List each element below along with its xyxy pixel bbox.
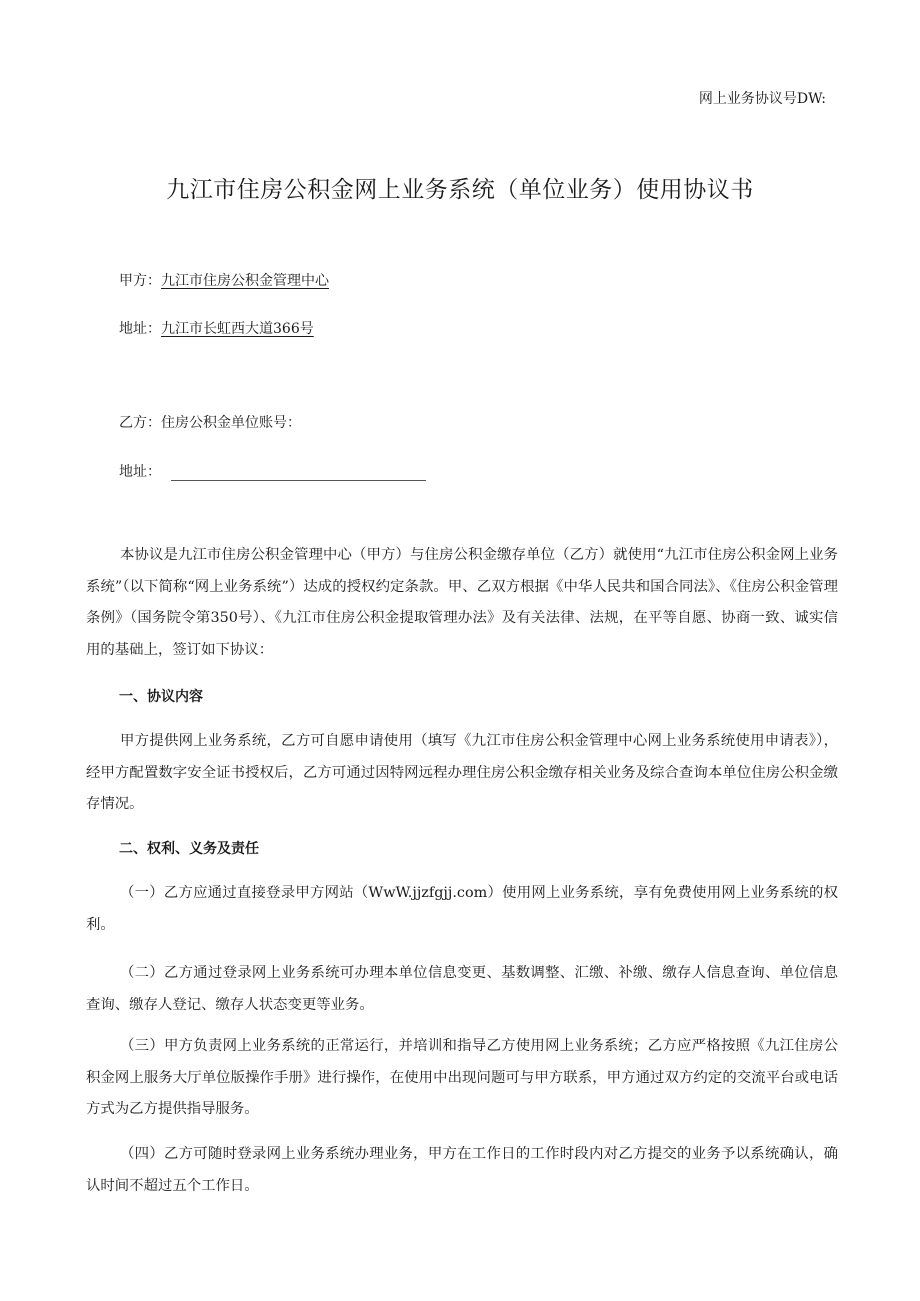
party-b-address-line bbox=[119, 461, 426, 481]
party-b-address-label: 地址： bbox=[119, 464, 161, 480]
intro-paragraph: 本协议是九江市住房公积金管理中心（甲方）与住房公积金缴存单位（乙方）就使用“九江市住房公积金网上业务系统”（以下简称“网上业务系统”）达成的授权约定条款。甲、乙双方根据《中华人民共和国合同法》、《住房公积金管理条例》（国务院令第350号）、《九江市住房公积金提取管理办法》及有关法律、法规，在平等自愿、协商一致、诚实信用的基础上，签订如下协议： bbox=[86, 547, 838, 658]
section-1-heading: 一、协议内容 bbox=[119, 689, 203, 705]
party-a-address: 九江市长虹西大道366号 bbox=[161, 321, 314, 337]
section-1-paragraph: 甲方提供网上业务系统，乙方可自愿申请使用（填写《九江市住房公积金管理中心网上业务系统使用申请表》），经甲方配置数字安全证书授权后，乙方可通过因特网远程办理住房公积金缴存相关业务及综合查询本单位住房公积金缴存情况。 bbox=[86, 733, 838, 812]
clause-1: （一）乙方应通过直接登录甲方网站（WwW.jjzfgjj.com）使用网上业务系统，享有免费使用网上业务系统的权利。 bbox=[86, 885, 838, 933]
party-a-line bbox=[119, 270, 329, 290]
party-a-label: 甲方： bbox=[119, 273, 161, 289]
section-2-heading: 二、权利、义务及责任 bbox=[119, 841, 259, 857]
party-b-line bbox=[119, 412, 301, 432]
party-a-name: 九江市住房公积金管理中心 bbox=[161, 273, 329, 289]
party-b-account-label: 住房公积金单位账号： bbox=[161, 415, 301, 431]
party-a-address-label: 地址： bbox=[119, 321, 161, 337]
party-b-address-blank bbox=[171, 466, 426, 481]
party-a-address-line bbox=[119, 318, 314, 338]
clause-3: （三）甲方负责网上业务系统的正常运行，并培训和指导乙方使用网上业务系统；乙方应严格按照《九江住房公积金网上服务大厅单位版操作手册》进行操作，在使用中出现问题可与甲方联系，甲方通过双方约定的交流平台或电话方式为乙方提供指导服务。 bbox=[86, 1038, 838, 1117]
agreement-number-label: 网上业务协议号DW: bbox=[698, 91, 826, 107]
clause-2: （二）乙方通过登录网上业务系统可办理本单位信息变更、基数调整、汇缴、补缴、缴存人信息查询、单位信息查询、缴存人登记、缴存人状态变更等业务。 bbox=[86, 965, 838, 1013]
clause-4: （四）乙方可随时登录网上业务系统办理业务，甲方在工作日的工作时段内对乙方提交的业务予以系统确认，确认时间不超过五个工作日。 bbox=[86, 1146, 838, 1194]
party-b-label: 乙方： bbox=[119, 415, 161, 431]
document-title: 九江市住房公积金网上业务系统（单位业务）使用协议书 bbox=[166, 177, 754, 203]
